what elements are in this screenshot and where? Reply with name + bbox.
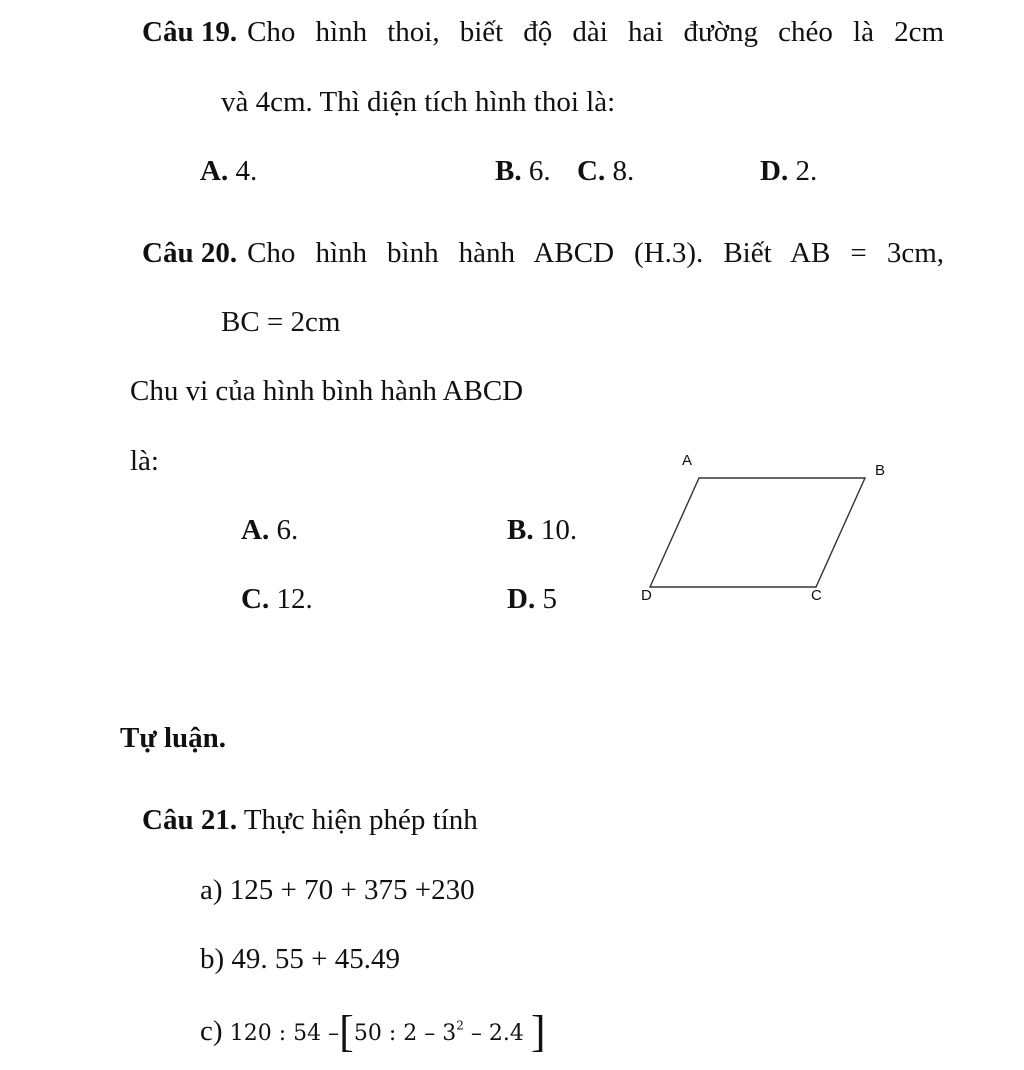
bracket-open: [ bbox=[339, 1007, 354, 1056]
option-value: 5 bbox=[542, 583, 557, 615]
q19-option-d bbox=[760, 157, 817, 186]
parallelogram-figure bbox=[630, 445, 900, 615]
q21-part-c-exponent: 2 bbox=[456, 1018, 464, 1033]
q20-line2: BC = 2cm bbox=[221, 306, 341, 338]
q19-option-c bbox=[577, 157, 634, 186]
q21-part-c-prefix: c) bbox=[200, 1015, 223, 1047]
option-value: 2. bbox=[795, 155, 818, 187]
option-letter: C. bbox=[241, 583, 270, 615]
vertex-label-d: D bbox=[641, 587, 652, 604]
q21-part-c-expr2: 50 : 2 – 3 bbox=[353, 1021, 457, 1046]
q20-line3: Chu vi của hình bình hành ABCD bbox=[130, 375, 524, 407]
vertex-label-a: A bbox=[682, 452, 693, 469]
q21-text: Thực hiện phép tính bbox=[243, 804, 478, 836]
bracket-close: ] bbox=[530, 1007, 546, 1056]
option-letter: C. bbox=[577, 155, 606, 187]
option-letter: B. bbox=[495, 155, 522, 187]
q20-option-c bbox=[241, 585, 313, 614]
section-title: Tự luận. bbox=[120, 722, 227, 754]
vertex-label-b: B bbox=[875, 462, 886, 479]
q19-text-line1: Cho hình thoi, biết độ dài hai đường chéo là 2cm bbox=[247, 16, 944, 48]
q19-line2: và 4cm. Thì diện tích hình thoi là: bbox=[221, 86, 616, 118]
q19-line1 bbox=[142, 18, 944, 47]
option-letter: A. bbox=[200, 155, 229, 187]
q20-option-b bbox=[507, 516, 577, 545]
q21-line1 bbox=[142, 806, 478, 835]
option-letter: A. bbox=[241, 514, 270, 546]
q21-label: Câu 21. bbox=[142, 804, 238, 836]
option-value: 4. bbox=[235, 155, 258, 187]
q20-label: Câu 20. bbox=[142, 237, 238, 269]
option-value: 12. bbox=[276, 583, 313, 615]
option-letter: D. bbox=[760, 155, 789, 187]
q21-part-c-expr3: – 2.4 bbox=[463, 1021, 531, 1046]
q20-line1 bbox=[142, 239, 944, 268]
option-value: 6. bbox=[528, 155, 551, 187]
option-value: 10. bbox=[540, 514, 578, 546]
option-letter: B. bbox=[507, 514, 534, 546]
q20-option-d bbox=[507, 585, 557, 614]
q21-part-c-expr1: 120 : 54 – bbox=[229, 1021, 340, 1046]
vertex-label-c: C bbox=[811, 587, 822, 604]
q21-part-c bbox=[200, 1007, 546, 1056]
q20-line4: là: bbox=[130, 445, 159, 477]
q19-option-a bbox=[200, 157, 257, 186]
option-letter: D. bbox=[507, 583, 536, 615]
parallelogram-shape bbox=[650, 478, 865, 587]
q20-option-a bbox=[241, 516, 298, 545]
q19-option-b bbox=[495, 157, 551, 186]
q19-label: Câu 19. bbox=[142, 16, 238, 48]
option-value: 6. bbox=[276, 514, 299, 546]
q21-part-a: a) 125 + 70 + 375 +230 bbox=[200, 874, 475, 906]
option-value: 8. bbox=[612, 155, 635, 187]
q20-text-line1: Cho hình bình hành ABCD (H.3). Biết AB = 3cm, bbox=[247, 237, 944, 269]
q21-part-b: b) 49. 55 + 45.49 bbox=[200, 943, 401, 975]
